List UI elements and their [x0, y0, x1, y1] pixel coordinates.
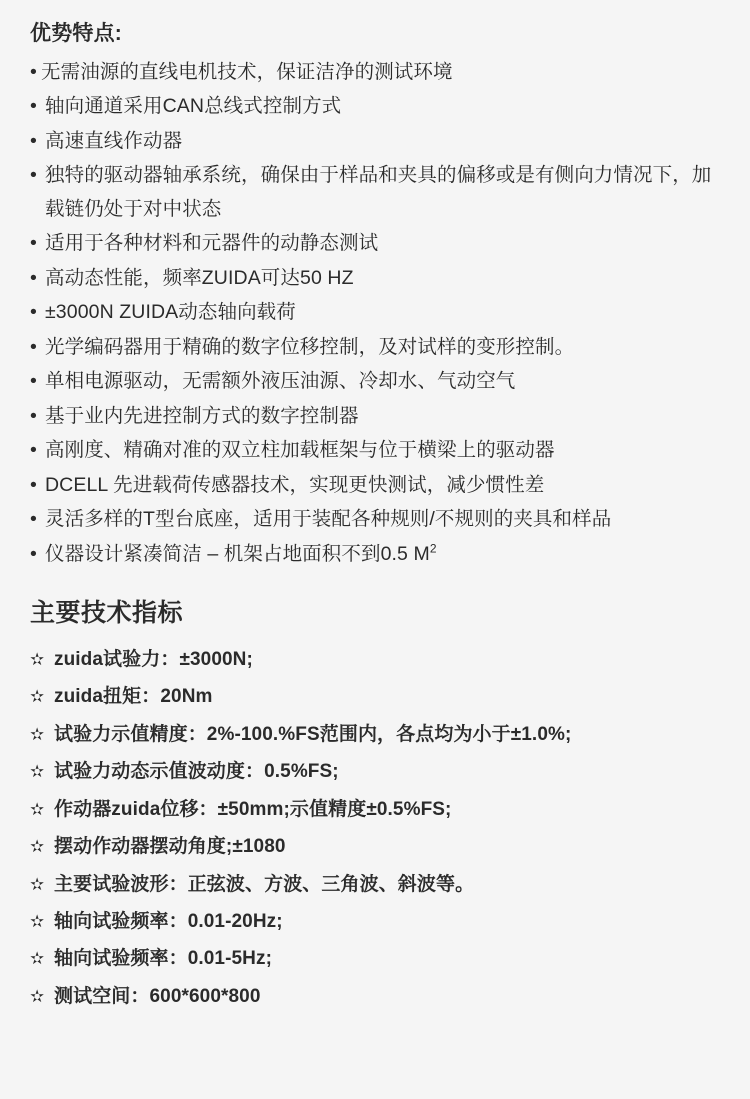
list-item-text: 基于业内先进控制方式的数字控制器	[45, 404, 359, 427]
bullet-icon: •	[30, 508, 37, 531]
star-icon: ✫	[30, 762, 45, 782]
list-item-text: 测试空间：600*600*800	[54, 985, 261, 1007]
list-item	[30, 716, 722, 753]
list-item	[30, 753, 722, 790]
star-icon: ✫	[30, 687, 45, 707]
list-item-text: DCELL 先进载荷传感器技术，实现更快测试，减少惯性差	[45, 473, 545, 496]
list-item	[30, 978, 722, 1015]
list-item	[30, 56, 722, 90]
list-item-text: 轴向试验频率：0.01-5Hz;	[54, 948, 273, 970]
list-item	[30, 400, 722, 434]
list-item	[30, 90, 722, 124]
list-item	[30, 262, 722, 296]
star-icon: ✫	[30, 799, 45, 819]
list-item-text: 轴向通道采用CAN总线式控制方式	[45, 95, 342, 118]
list-item	[30, 125, 722, 159]
list-item-text: 摆动作动器摆动角度;±1080	[54, 836, 286, 858]
list-item	[30, 469, 722, 503]
superscript-unit: 2	[429, 541, 437, 556]
list-item-text: 作动器zuida位移：±50mm;示值精度±0.5%FS;	[54, 798, 452, 820]
star-icon: ✫	[30, 837, 45, 857]
list-item-text: ±3000N ZUIDA动态轴向载荷	[45, 301, 296, 324]
list-item-text: 高速直线作动器	[45, 129, 183, 152]
star-icon: ✫	[30, 724, 45, 744]
list-item-text: 光学编码器用于精确的数字位移控制，及对试样的变形控制。	[45, 335, 575, 358]
list-item-text: zuida试验力：±3000N;	[54, 648, 253, 670]
bullet-icon: •	[30, 95, 37, 118]
star-icon: ✫	[30, 649, 45, 669]
star-icon: ✫	[30, 986, 45, 1006]
list-item	[30, 296, 722, 330]
list-item-text: 独特的驱动器轴承系统，确保由于样品和夹具的偏移或是有侧向力情况下，加载链仍处于对中状态	[45, 164, 712, 220]
bullet-icon: •	[30, 439, 37, 462]
list-item-text: 单相电源驱动，无需额外液压油源、冷却水、气动空气	[45, 370, 516, 393]
list-item-text: 试验力动态示值波动度：0.5%FS;	[54, 761, 339, 783]
list-item	[30, 434, 722, 468]
bullet-icon: •	[30, 335, 37, 358]
list-item-text: zuida扭矩：20Nm	[54, 686, 213, 708]
list-item-text: 高动态性能，频率ZUIDA可达50 HZ	[45, 266, 354, 289]
bullet-icon: •	[30, 542, 37, 565]
list-item	[30, 903, 722, 940]
list-item	[30, 940, 722, 977]
list-item	[30, 365, 722, 399]
list-item	[30, 828, 722, 865]
bullet-icon: •	[30, 473, 37, 496]
list-item	[30, 678, 722, 715]
list-item-text: 高刚度、精确对准的双立柱加载框架与位于横梁上的驱动器	[45, 439, 555, 462]
list-item	[30, 503, 722, 537]
specs-list	[30, 641, 722, 1015]
bullet-icon: •	[30, 266, 37, 289]
list-item	[30, 227, 722, 261]
specs-heading: 主要技术指标	[30, 599, 184, 628]
list-item-text: 试验力示值精度：2%-100.%FS范围内，各点均为小于±1.0%;	[54, 723, 572, 745]
advantages-heading: 优势特点:	[30, 22, 122, 45]
bullet-icon: •	[30, 404, 37, 427]
list-item	[30, 641, 722, 678]
list-item-text: 轴向试验频率：0.01-20Hz;	[54, 910, 283, 932]
bullet-icon: •	[30, 232, 37, 255]
star-icon: ✫	[30, 911, 45, 931]
list-item	[30, 331, 722, 365]
advantages-list	[30, 56, 722, 572]
list-item-text: 灵活多样的T型台底座，适用于装配各种规则/不规则的夹具和样品	[45, 508, 612, 531]
list-item-text: 适用于各种材料和元器件的动静态测试	[45, 232, 379, 255]
bullet-icon: •	[30, 164, 37, 187]
star-icon: ✫	[30, 949, 45, 969]
bullet-icon: •	[30, 370, 37, 393]
list-item	[30, 866, 722, 903]
list-item-text: 无需油源的直线电机技术，保证洁净的测试环境	[41, 60, 453, 83]
bullet-icon: •	[30, 129, 37, 152]
list-item-text: 仪器设计紧凑简洁 – 机架占地面积不到0.5 M	[45, 542, 430, 565]
star-icon: ✫	[30, 874, 45, 894]
list-item	[30, 159, 722, 226]
list-item	[30, 538, 722, 572]
list-item-text: 主要试验波形：正弦波、方波、三角波、斜波等。	[54, 873, 475, 895]
bullet-icon: •	[30, 60, 37, 83]
bullet-icon: •	[30, 301, 37, 324]
list-item	[30, 791, 722, 828]
